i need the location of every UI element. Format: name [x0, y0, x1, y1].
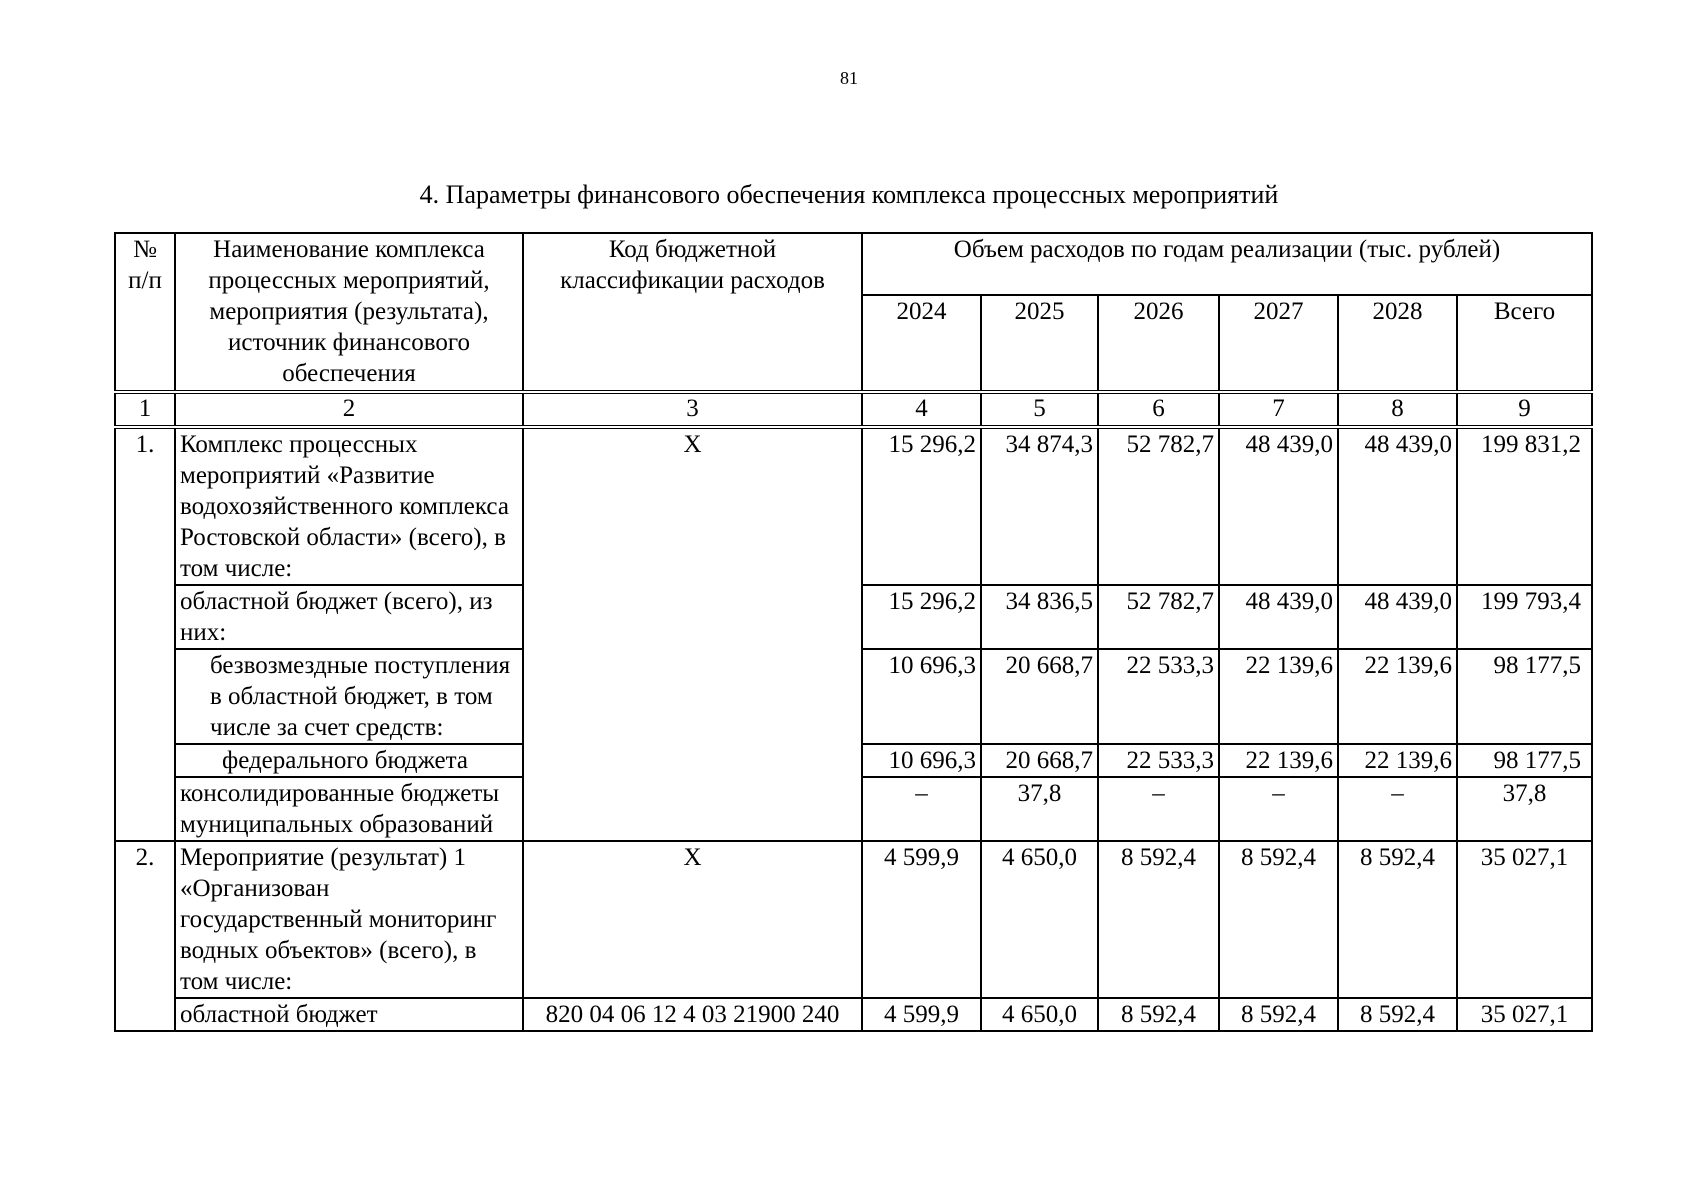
value-cell: 34 874,3 — [981, 427, 1098, 585]
value-cell: 15 296,2 — [862, 427, 981, 585]
value-cell: 10 696,3 — [862, 744, 981, 777]
row-name: консолидированные бюджеты муниципальных образований — [175, 777, 523, 841]
page-number: 81 — [840, 68, 858, 88]
value-cell: 10 696,3 — [862, 649, 981, 744]
value-cell: 20 668,7 — [981, 649, 1098, 744]
value-cell: – — [862, 777, 981, 841]
value-cell: – — [1098, 777, 1219, 841]
value-cell: 22 139,6 — [1338, 649, 1457, 744]
value-cell: 15 296,2 — [862, 585, 981, 649]
value-cell: 48 439,0 — [1219, 585, 1338, 649]
table-row — [115, 998, 1592, 1031]
column-number: 9 — [1457, 392, 1592, 427]
value-cell: 48 439,0 — [1338, 585, 1457, 649]
total-cell: 98 177,5 — [1457, 744, 1592, 777]
value-cell: 22 533,3 — [1098, 744, 1219, 777]
value-cell: 52 782,7 — [1098, 585, 1219, 649]
row-name: Мероприятие (результат) 1 «Организован государственный мониторинг водных объектов» (всего), в том числе: — [175, 841, 523, 998]
value-cell: 22 533,3 — [1098, 649, 1219, 744]
column-number: 6 — [1098, 392, 1219, 427]
value-cell: 48 439,0 — [1338, 427, 1457, 585]
value-cell: 48 439,0 — [1219, 427, 1338, 585]
value-cell: 8 592,4 — [1338, 998, 1457, 1031]
value-cell: 4 599,9 — [862, 841, 981, 998]
header-year: 2025 — [981, 295, 1098, 392]
total-cell: 199 831,2 — [1457, 427, 1592, 585]
row-number: 2. — [115, 841, 175, 1031]
total-cell: 35 027,1 — [1457, 998, 1592, 1031]
value-cell: 4 650,0 — [981, 998, 1098, 1031]
header-num: № п/п — [115, 233, 175, 392]
row-name: безвозмездные поступления в областной бюджет, в том числе за счет средств: — [175, 649, 523, 744]
table-row — [115, 427, 1592, 585]
column-number: 7 — [1219, 392, 1338, 427]
value-cell: 22 139,6 — [1219, 744, 1338, 777]
row-code: 820 04 06 12 4 03 21900 240 — [523, 998, 862, 1031]
section-title: 4. Параметры финансового обеспечения комплекса процессных мероприятий — [419, 180, 1279, 209]
value-cell: 37,8 — [981, 777, 1098, 841]
value-cell: 34 836,5 — [981, 585, 1098, 649]
header-name: Наименование комплекса процессных мероприятий, мероприятия (результата), источник финансового обеспечения — [175, 233, 523, 392]
row-name: федерального бюджета — [175, 744, 523, 777]
value-cell: 8 592,4 — [1098, 841, 1219, 998]
value-cell: 22 139,6 — [1338, 744, 1457, 777]
header-total: Всего — [1457, 295, 1592, 392]
column-number: 5 — [981, 392, 1098, 427]
row-code: Х — [523, 427, 862, 841]
column-number: 2 — [175, 392, 523, 427]
total-cell: 98 177,5 — [1457, 649, 1592, 744]
table-row — [115, 841, 1592, 998]
row-name: областной бюджет (всего), из них: — [175, 585, 523, 649]
column-number: 8 — [1338, 392, 1457, 427]
value-cell: 8 592,4 — [1098, 998, 1219, 1031]
row-name: Комплекс процессных мероприятий «Развитие водохозяйственного комплекса Ростовской области» (всего), в том числе: — [175, 427, 523, 585]
total-cell: 35 027,1 — [1457, 841, 1592, 998]
header-year: 2027 — [1219, 295, 1338, 392]
total-cell: 37,8 — [1457, 777, 1592, 841]
value-cell: – — [1219, 777, 1338, 841]
header-year: 2026 — [1098, 295, 1219, 392]
header-volume: Объем расходов по годам реализации (тыс. рублей) — [862, 233, 1592, 295]
column-number: 4 — [862, 392, 981, 427]
value-cell: 8 592,4 — [1219, 998, 1338, 1031]
value-cell: – — [1338, 777, 1457, 841]
value-cell: 4 650,0 — [981, 841, 1098, 998]
value-cell: 4 599,9 — [862, 998, 981, 1031]
row-name: областной бюджет — [175, 998, 523, 1031]
header-code: Код бюджетной классификации расходов — [523, 233, 862, 392]
header-year: 2028 — [1338, 295, 1457, 392]
column-number: 1 — [115, 392, 175, 427]
value-cell: 20 668,7 — [981, 744, 1098, 777]
value-cell: 8 592,4 — [1338, 841, 1457, 998]
value-cell: 8 592,4 — [1219, 841, 1338, 998]
header-row-1 — [115, 233, 1592, 295]
header-year: 2024 — [862, 295, 981, 392]
row-code: Х — [523, 841, 862, 998]
total-cell: 199 793,4 — [1457, 585, 1592, 649]
value-cell: 22 139,6 — [1219, 649, 1338, 744]
row-number: 1. — [115, 427, 175, 841]
value-cell: 52 782,7 — [1098, 427, 1219, 585]
column-number: 3 — [523, 392, 862, 427]
financing-table — [114, 232, 1593, 1032]
column-numbers-row — [115, 392, 1592, 427]
